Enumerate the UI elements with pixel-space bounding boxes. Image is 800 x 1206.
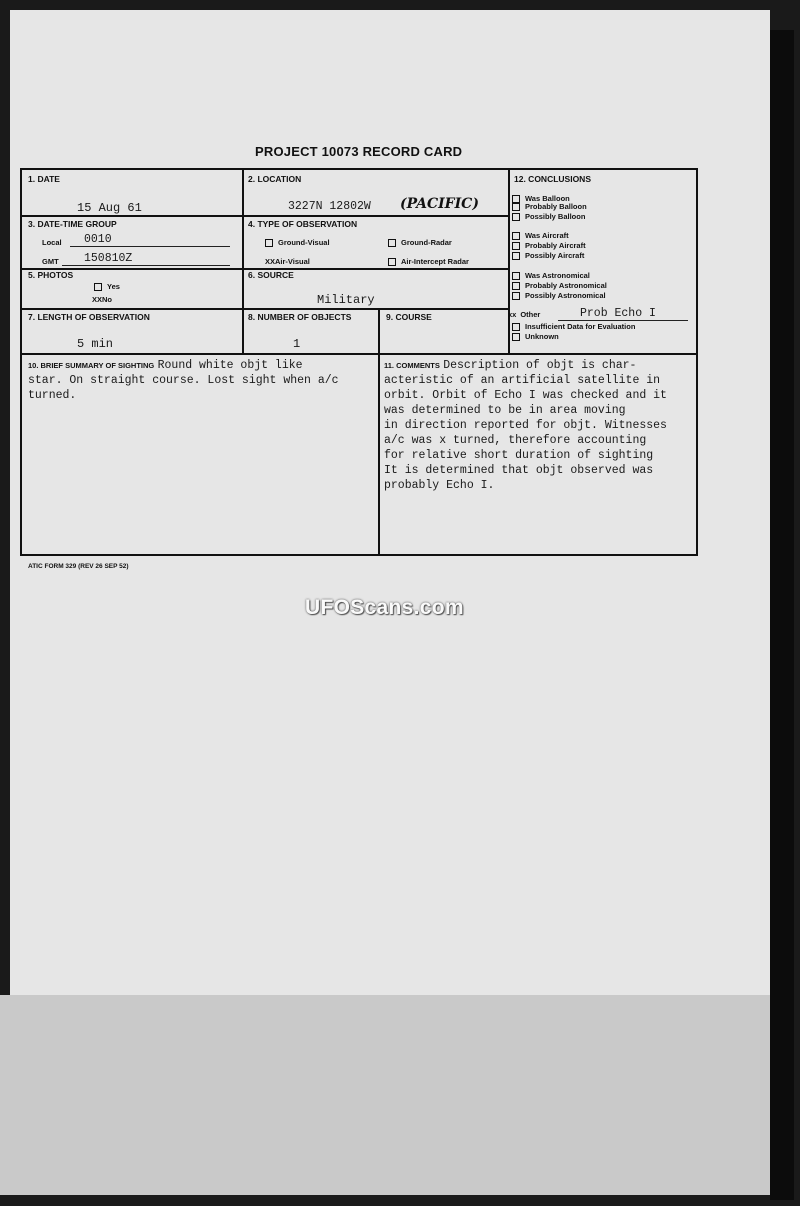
record-card-form [20, 168, 698, 556]
checkbox-icon [94, 283, 102, 291]
text-line: for relative short duration of sighting [384, 449, 654, 462]
photos-yes: Yes [94, 282, 120, 291]
check-mark: XX [92, 295, 103, 304]
summary-first-line: Round white objt like [157, 359, 303, 372]
checkbox-icon [512, 203, 520, 211]
conclusion-unknown: Unknown [512, 332, 559, 341]
watermark: UFOScans.com [305, 596, 464, 619]
location-label: 2. LOCATION [248, 174, 302, 184]
checkbox-icon [388, 239, 396, 247]
conclusion-item: Probably Aircraft [512, 241, 586, 250]
checkbox-icon [388, 258, 396, 266]
number-of-objects-label: 8. NUMBER OF OBJECTS [248, 312, 352, 322]
checkbox-icon [512, 232, 520, 240]
course-label: 9. COURSE [386, 312, 432, 322]
checkbox-icon [512, 213, 520, 221]
conclusion-other: xx Other [508, 310, 541, 319]
underline [70, 246, 230, 247]
conclusions-label: 12. CONCLUSIONS [514, 174, 591, 184]
local-value: 0010 [84, 233, 112, 246]
text-line: It is determined that objt observed was [384, 464, 654, 477]
conclusion-item: Was Aircraft [512, 231, 569, 240]
date-value: 15 Aug 61 [77, 201, 142, 215]
text-line: probably Echo I. [384, 479, 495, 492]
option-air-visual: XXAir-Visual [265, 257, 310, 266]
comments-label: 11. COMMENTS [384, 361, 440, 370]
conclusion-insufficient-data: Insufficient Data for Evaluation [512, 322, 635, 331]
checkbox-icon [512, 292, 520, 300]
scan-edge [770, 30, 794, 1200]
option-ground-radar: Ground-Radar [388, 238, 452, 247]
gmt-label: GMT [42, 257, 59, 266]
conclusion-item: Probably Balloon [512, 202, 587, 211]
divider [242, 170, 244, 353]
form-number: ATIC FORM 329 (REV 26 SEP 52) [28, 563, 129, 570]
divider [22, 353, 698, 355]
divider [378, 308, 380, 556]
checkbox-icon [512, 242, 520, 250]
comments-header [384, 357, 636, 372]
location-value: 3227N 12802W [288, 200, 371, 213]
checkbox-icon [512, 272, 520, 280]
gmt-value: 150810Z [84, 252, 133, 265]
date-time-group-label: 3. DATE-TIME GROUP [28, 219, 117, 229]
text-line: star. On straight course. Lost sight when a/c [28, 374, 339, 387]
text-line: was determined to be in area moving [384, 404, 626, 417]
location-handwritten: (PACIFIC) [400, 196, 479, 212]
conclusion-other-value: Prob Echo I [580, 307, 656, 320]
underline [558, 320, 688, 321]
length-of-observation-label: 7. LENGTH OF OBSERVATION [28, 312, 150, 322]
conclusion-item: Was Balloon [512, 194, 570, 203]
divider [22, 308, 508, 310]
text-line: turned. [28, 389, 77, 402]
divider [508, 170, 510, 353]
scan-background [0, 995, 792, 1195]
summary-header [28, 357, 303, 372]
underline [62, 265, 230, 266]
local-label: Local [42, 238, 62, 247]
number-of-objects-value: 1 [293, 337, 301, 351]
option-ground-visual: Ground-Visual [265, 238, 330, 247]
source-label: 6. SOURCE [248, 270, 294, 280]
checkbox-icon [512, 333, 520, 341]
option-air-intercept-radar: Air-Intercept Radar [388, 257, 469, 266]
photos-no: XXNo [92, 295, 113, 304]
date-label: 1. DATE [28, 174, 60, 184]
divider [22, 215, 508, 217]
text-line: in direction reported for objt. Witnesses [384, 419, 667, 432]
card-title: PROJECT 10073 RECORD CARD [255, 144, 463, 159]
source-value: Military [317, 293, 375, 307]
photos-label: 5. PHOTOS [28, 270, 74, 280]
checkbox-icon [512, 323, 520, 331]
check-mark: xx [508, 310, 517, 319]
checkbox-icon [265, 239, 273, 247]
conclusion-item: Was Astronomical [512, 271, 590, 280]
conclusion-item: Possibly Aircraft [512, 251, 584, 260]
type-of-observation-label: 4. TYPE OF OBSERVATION [248, 219, 358, 229]
conclusion-item: Possibly Balloon [512, 212, 585, 221]
text-line: orbit. Orbit of Echo I was checked and it [384, 389, 667, 402]
conclusion-item: Possibly Astronomical [512, 291, 606, 300]
conclusion-item: Probably Astronomical [512, 281, 607, 290]
length-of-observation-value: 5 min [77, 337, 114, 351]
comments-first-line: Description of objt is char- [443, 359, 637, 372]
text-line: acteristic of an artificial satellite in [384, 374, 661, 387]
checkbox-icon [512, 252, 520, 260]
check-mark: XX [265, 257, 276, 266]
checkbox-icon [512, 282, 520, 290]
text-line: a/c was x turned, therefore accounting [384, 434, 647, 447]
summary-label: 10. BRIEF SUMMARY OF SIGHTING [28, 361, 155, 370]
